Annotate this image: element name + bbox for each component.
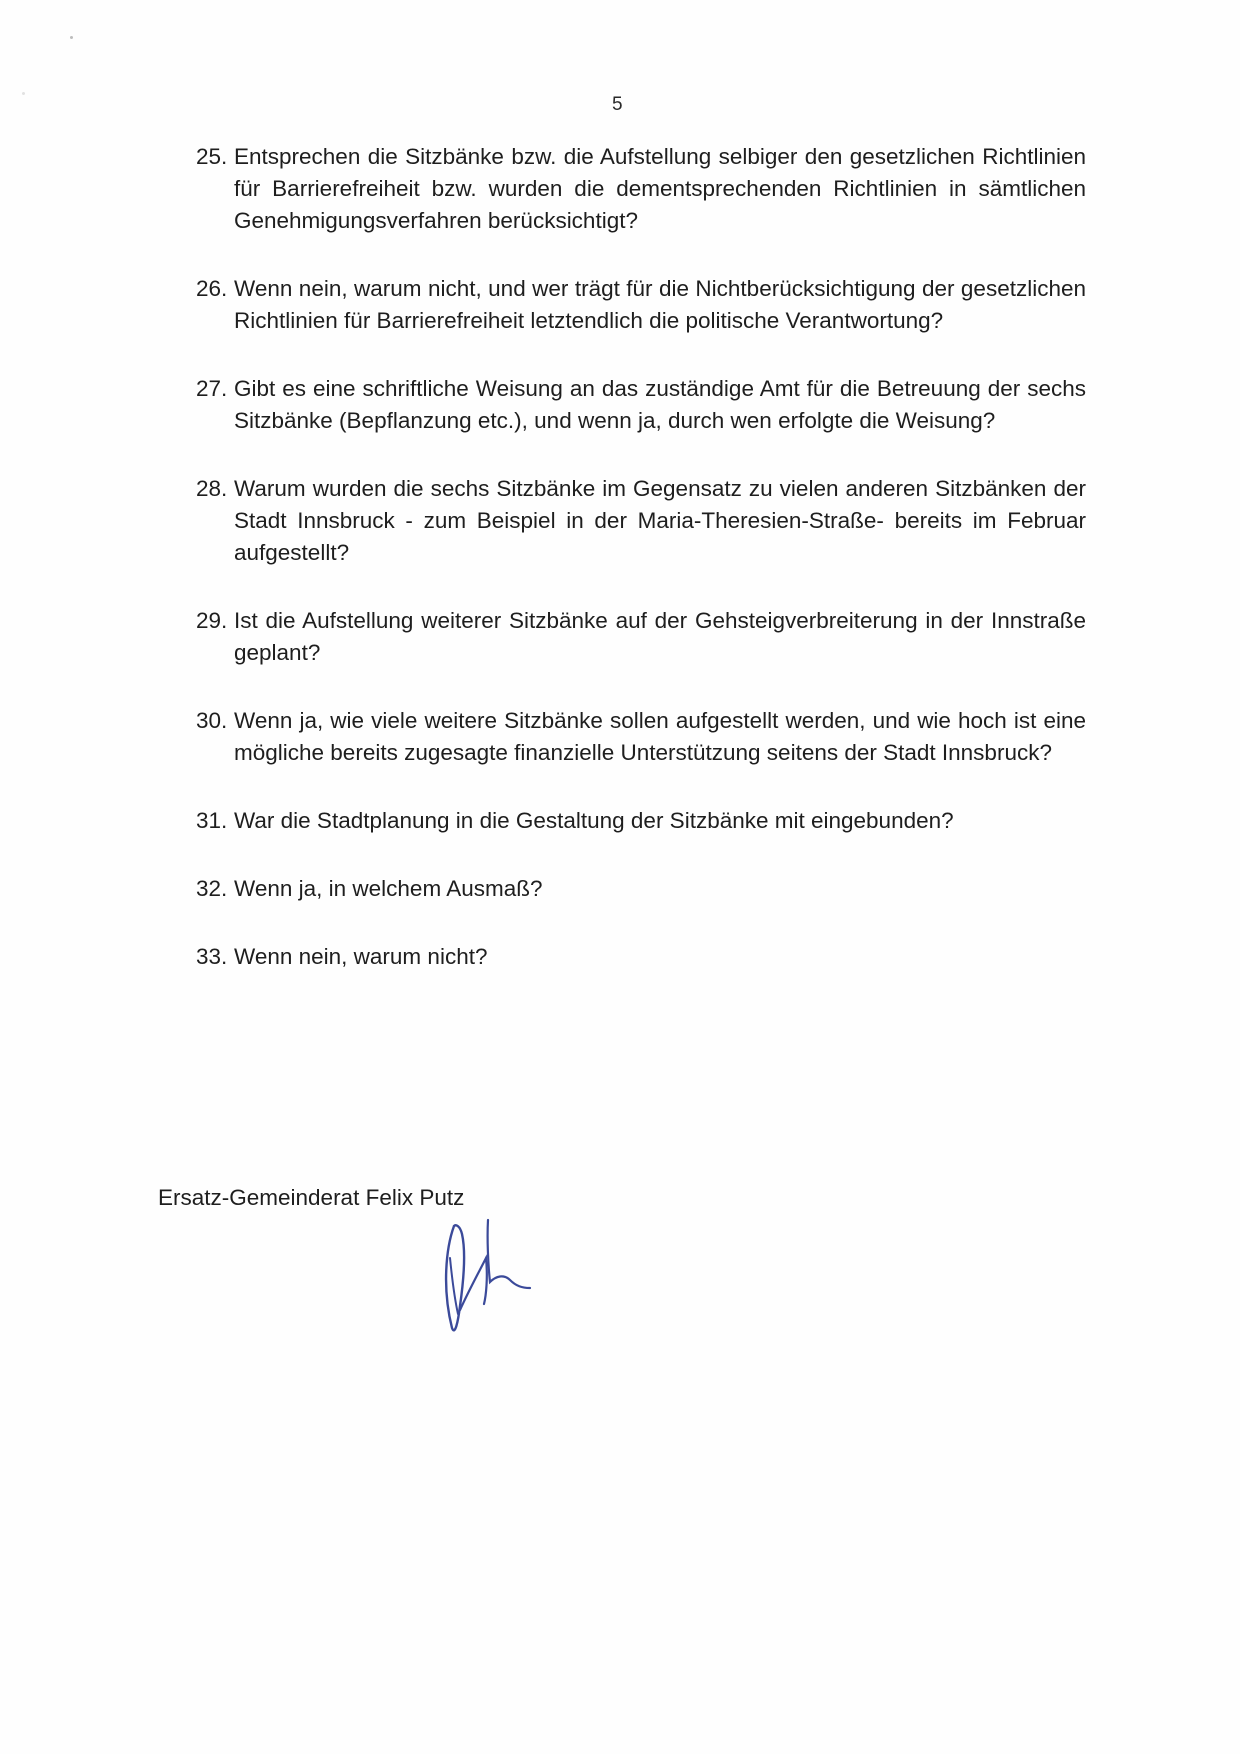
- question-text: Warum wurden die sechs Sitzbänke im Gegensatz zu vielen anderen Sitzbänken der Stadt Innsbruck - zum Beispiel in der Maria-Theresien-Straße- bereits im Februar aufgestellt?: [234, 476, 1086, 565]
- question-text: Wenn nein, warum nicht?: [234, 944, 488, 969]
- question-number: 31.: [196, 808, 228, 833]
- question-text: Entsprechen die Sitzbänke bzw. die Aufstellung selbiger den gesetzlichen Richtlinien für Barrierefreiheit bzw. wurden die dementsprechenden Richtlinien in sämtlichen Genehmigungsverfahren berücksichtigt?: [234, 144, 1086, 233]
- question-item: [196, 605, 1086, 669]
- question-number: 27.: [196, 376, 228, 401]
- author-line: Ersatz-Gemeinderat Felix Putz: [158, 1185, 465, 1210]
- question-number: 30.: [196, 708, 228, 733]
- question-number: 29.: [196, 608, 228, 633]
- question-item: [196, 473, 1086, 569]
- question-number: 26.: [196, 276, 228, 301]
- scan-speck: [22, 92, 25, 95]
- question-number: 25.: [196, 144, 228, 169]
- signature-stroke: [446, 1225, 464, 1330]
- question-text: War die Stadtplanung in die Gestaltung der Sitzbänke mit eingebunden?: [234, 808, 954, 833]
- page-number: 5: [612, 94, 623, 115]
- question-text: Gibt es eine schriftliche Weisung an das zuständige Amt für die Betreuung der sechs Sitzbänke (Bepflanzung etc.), und wenn ja, durch wen erfolgte die Weisung?: [234, 376, 1086, 433]
- question-number: 33.: [196, 944, 228, 969]
- question-text: Ist die Aufstellung weiterer Sitzbänke auf der Gehsteigverbreiterung in der Innstraße geplant?: [234, 608, 1086, 665]
- signature-stroke: [450, 1258, 458, 1314]
- scan-speck: [70, 36, 73, 39]
- question-item: [196, 273, 1086, 337]
- question-text: Wenn ja, in welchem Ausmaß?: [234, 876, 543, 901]
- signature-stroke: [488, 1220, 530, 1288]
- question-item: [196, 373, 1086, 437]
- question-list: [196, 141, 1086, 1009]
- question-text: Wenn nein, warum nicht, und wer trägt für die Nichtberücksichtigung der gesetzlichen Richtlinien für Barrierefreiheit letztendlich die politische Verantwortung?: [234, 276, 1086, 333]
- question-item: [196, 941, 1086, 973]
- question-item: [196, 705, 1086, 769]
- question-item: [196, 873, 1086, 905]
- question-item: [196, 805, 1086, 837]
- question-text: Wenn ja, wie viele weitere Sitzbänke sollen aufgestellt werden, und wie hoch ist eine mögliche bereits zugesagte finanzielle Unterstützung seitens der Stadt Innsbruck?: [234, 708, 1086, 765]
- signature-icon: [440, 1218, 550, 1338]
- question-number: 28.: [196, 476, 228, 501]
- question-number: 32.: [196, 876, 228, 901]
- question-item: [196, 141, 1086, 237]
